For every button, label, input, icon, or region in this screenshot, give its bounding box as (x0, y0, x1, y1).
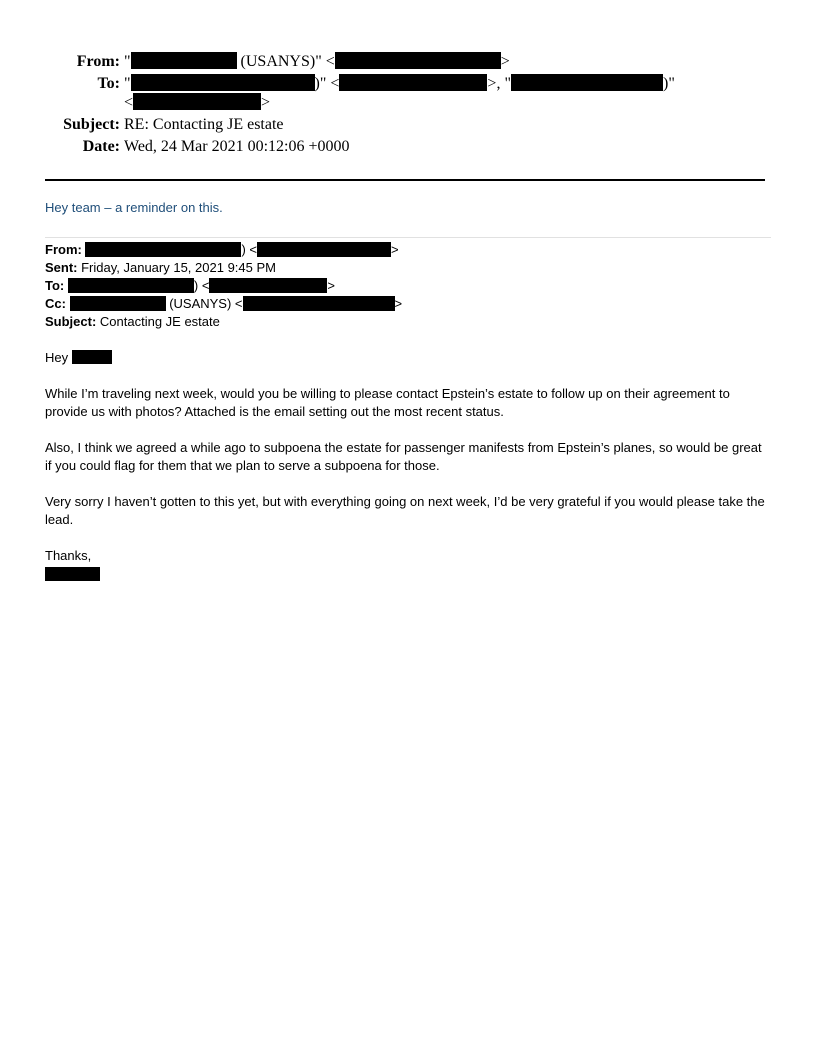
fwd-subject-value: Contacting JE estate (96, 314, 220, 329)
to-line2-open: < (124, 94, 134, 111)
signature (45, 565, 771, 583)
redaction-box (70, 296, 166, 311)
to-label: To: (97, 75, 120, 92)
redaction-box (85, 242, 241, 257)
date-value: Wed, 24 Mar 2021 00:12:06 +0000 (124, 138, 350, 155)
redaction-box (257, 242, 391, 257)
fwd-subject-row (45, 313, 771, 331)
redaction-box (131, 52, 237, 69)
to-sep: >, " (487, 75, 511, 92)
redaction-box (45, 567, 100, 581)
from-close: > (500, 53, 510, 70)
from-suffix: (USANYS)" < (236, 53, 335, 70)
redaction-box (133, 93, 261, 110)
greeting-text: Hey (45, 350, 72, 365)
fwd-to-mid: ) < (193, 278, 210, 293)
fwd-subject-label: Subject: (45, 314, 97, 329)
reply-text: Hey team – a reminder on this. (45, 200, 223, 215)
redaction-box (131, 74, 315, 91)
redaction-box (339, 74, 487, 91)
to-mid: )" < (314, 75, 340, 92)
fwd-cc-end: > (394, 296, 403, 311)
to-end: )" (662, 75, 675, 92)
from-value (124, 51, 510, 73)
fwd-to-end: > (327, 278, 336, 293)
fwd-from-label: From: (45, 242, 82, 257)
redaction-box (68, 278, 194, 293)
fwd-sent-label: Sent: (45, 260, 78, 275)
subject-label: Subject: (63, 116, 120, 133)
forwarded-header (45, 241, 771, 331)
from-quote: " (124, 53, 131, 70)
paragraph-3: Very sorry I haven’t gotten to this yet, but with everything going on next week, I’d be very grateful if you would please take the lead. (45, 494, 765, 527)
redaction-box (335, 52, 501, 69)
fwd-cc-mid: (USANYS) < (165, 296, 243, 311)
fwd-to-row (45, 277, 771, 295)
fwd-from-row (45, 241, 771, 259)
from-label: From: (76, 53, 120, 70)
paragraph-1: While I’m traveling next week, would you be willing to please contact Epstein’s estate to follow up on their agreement to provide us with photos? Attached is the email setting out the most recent status. (45, 386, 730, 419)
to-quote: " (124, 75, 131, 92)
redaction-box (209, 278, 327, 293)
fwd-from-mid: ) < (241, 242, 258, 257)
fwd-cc-label: Cc: (45, 296, 66, 311)
fwd-from-end: > (391, 242, 399, 257)
fwd-sent-value: Friday, January 15, 2021 9:45 PM (77, 260, 276, 275)
to-value-continued (124, 92, 270, 114)
fwd-sent-row (45, 259, 771, 277)
fwd-to-label: To: (45, 278, 65, 293)
email-body (45, 199, 771, 583)
forward-divider (45, 237, 771, 238)
signoff: Thanks, (45, 548, 92, 563)
redaction-box (72, 350, 112, 364)
paragraph-2: Also, I think we agreed a while ago to subpoena the estate for passenger manifests from Epstein’s planes, so would be great if you could flag for them that we plan to serve a subpoena for those. (45, 440, 762, 473)
date-label: Date: (82, 138, 120, 155)
greeting (45, 349, 771, 367)
to-line2-close: > (261, 94, 271, 111)
subject-value: RE: Contacting JE estate (124, 116, 284, 133)
header-divider (45, 179, 765, 181)
redaction-box (511, 74, 663, 91)
redaction-box (243, 296, 395, 311)
fwd-cc-row (45, 295, 771, 313)
